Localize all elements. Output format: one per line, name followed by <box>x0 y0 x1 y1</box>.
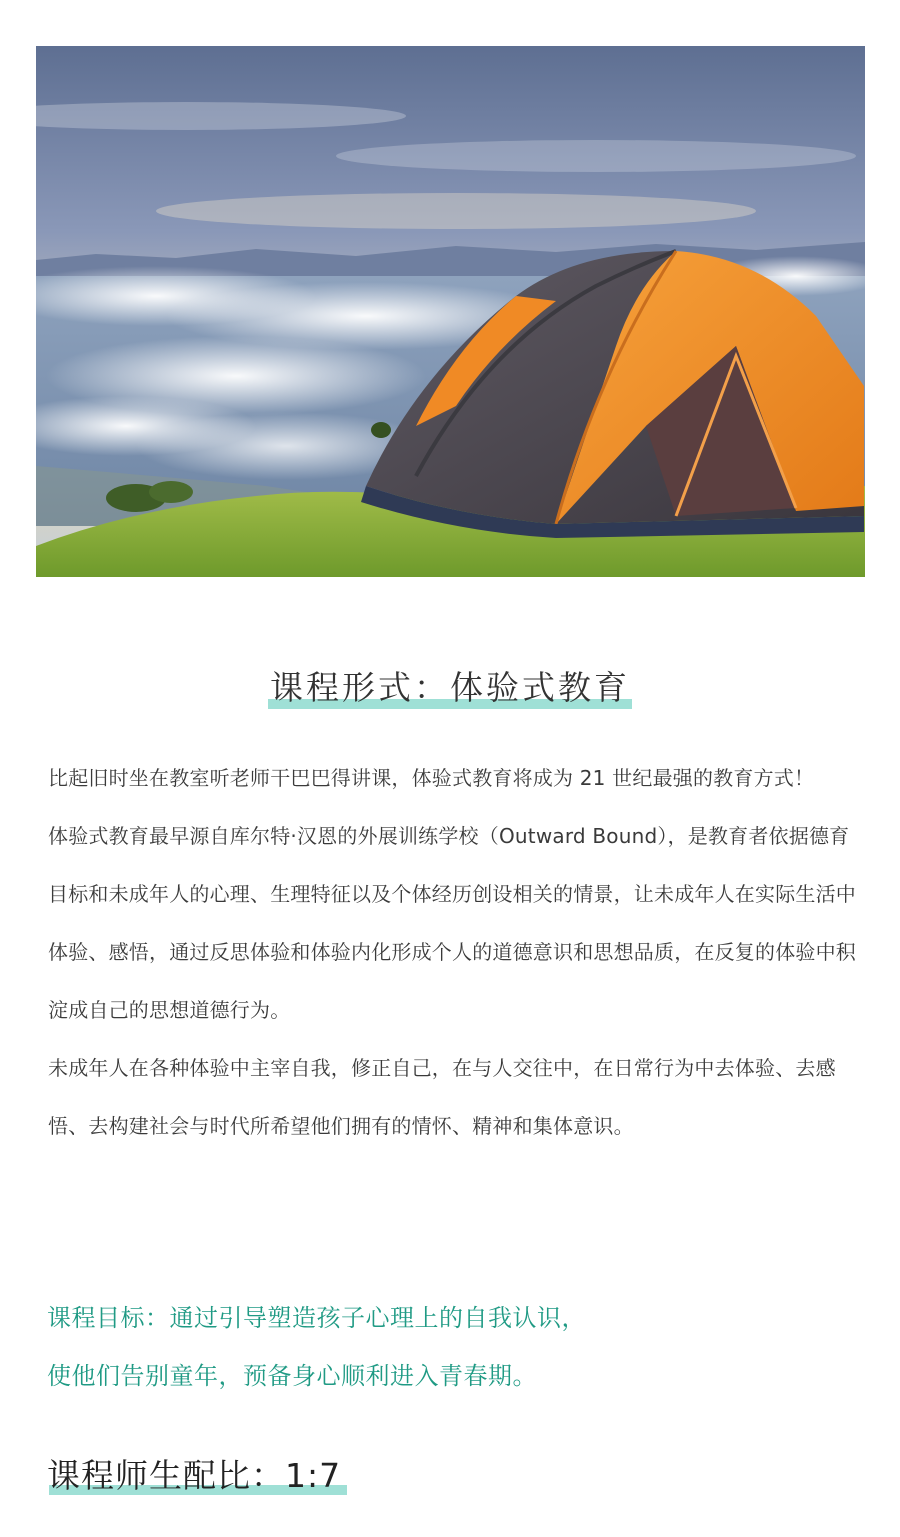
teacher-student-ratio <box>47 1452 341 1500</box>
course-goal-line-1: 课程目标：通过引导塑造孩子心理上的自我认识， <box>47 1304 586 1332</box>
paragraph-3: 未成年人在各种体验中主宰自我，修正自己，在与人交往中，在日常行为中去体验、去感悟、去构建社会与时代所希望他们拥有的情怀、精神和集体意识。 <box>48 1056 836 1138</box>
body-text <box>48 749 868 1155</box>
course-goal-line-2: 使他们告别童年，预备身心顺利进入青春期。 <box>47 1362 537 1390</box>
tent-on-mountain-photo-icon <box>36 46 865 577</box>
ratio-heading: 课程师生配比：1:7 <box>47 1456 342 1495</box>
paragraph-2: 体验式教育最早源自库尔特·汉恩的外展训练学校（Outward Bound），是教育者依据德育目标和未成年人的心理、生理特征以及个体经历创设相关的情景，让未成年人在实际生活中体验、感悟，通过反思体验和体验内化形成个人的道德意识和思想品质，在反复的体验中积淀成自己的思想道德行为。 <box>48 824 856 1022</box>
title-highlight <box>268 664 632 712</box>
paragraph-1: 比起旧时坐在教室听老师干巴巴得讲课，体验式教育将成为 21 世纪最强的教育方式！ <box>48 766 815 790</box>
course-goal <box>47 1289 867 1405</box>
section-title <box>0 664 900 712</box>
page-title: 课程形式：体验式教育 <box>270 668 630 707</box>
hero-photo <box>36 46 865 577</box>
